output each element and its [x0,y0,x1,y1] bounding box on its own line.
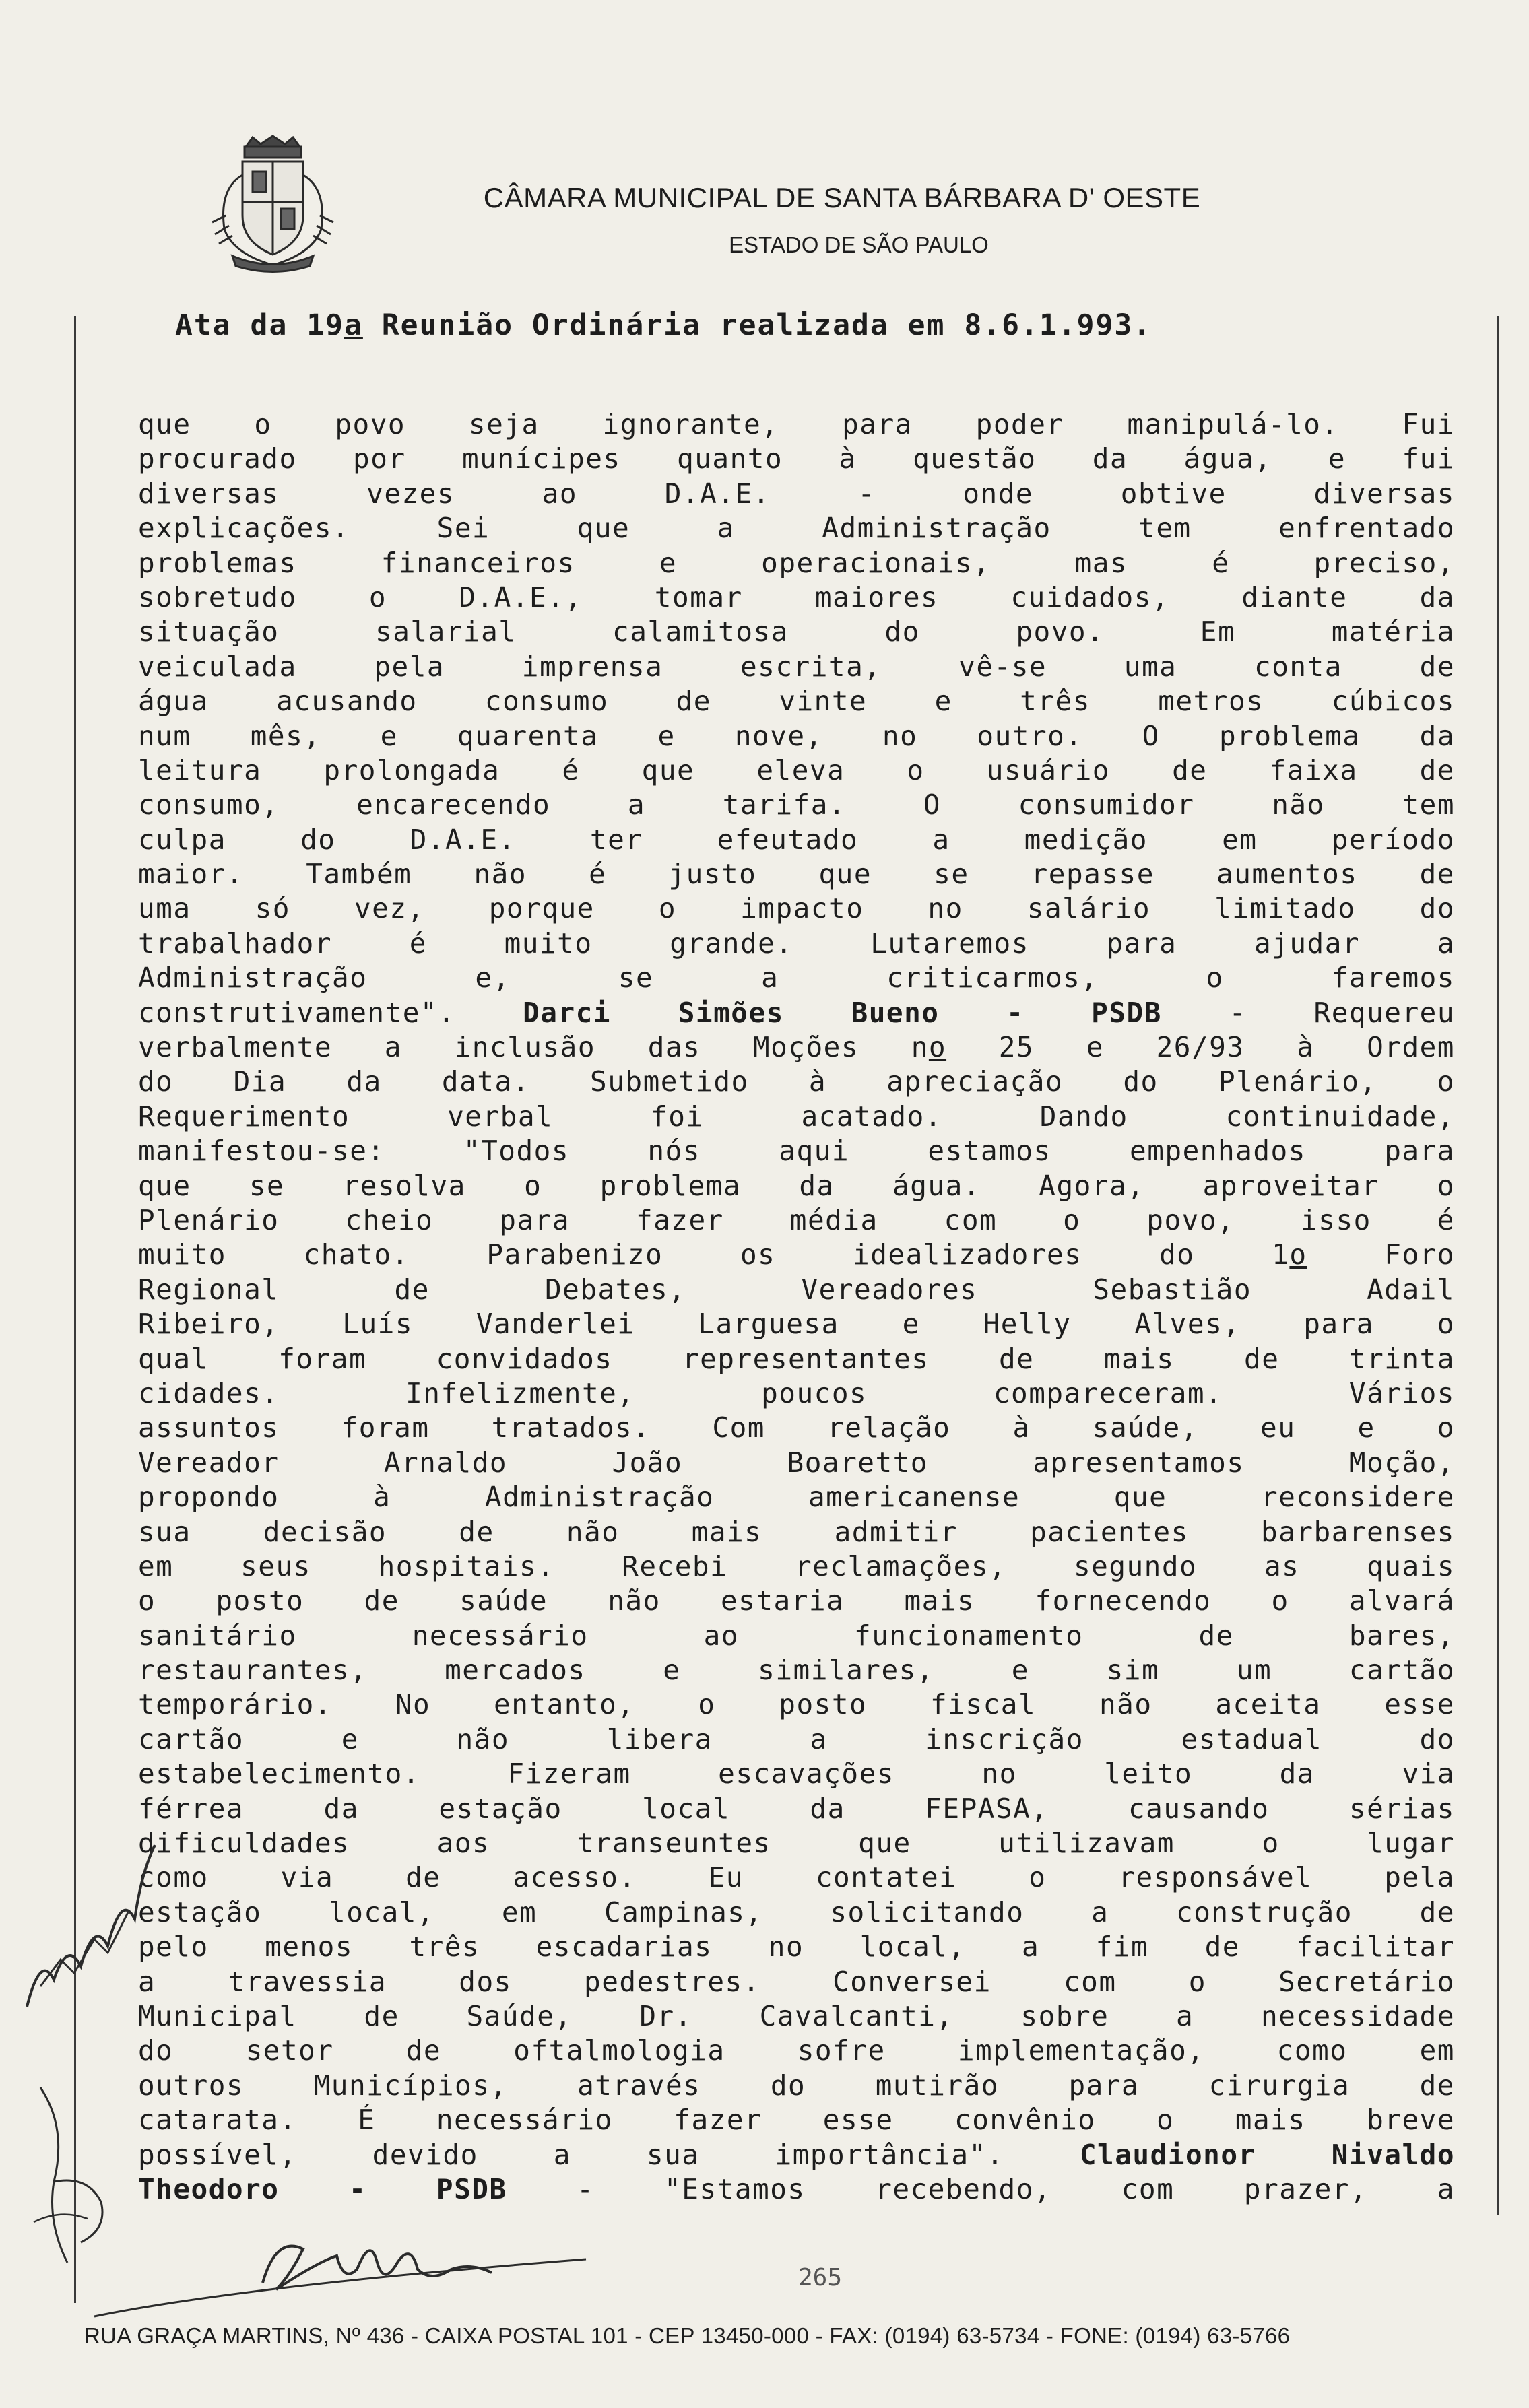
text-line: explicações. Sei que a Administração tem enfrentado [138,512,1455,545]
line-text: - Requereu [1161,996,1455,1029]
text-line: temporário. No entanto, o posto fiscal não aceita esse [138,1688,1455,1721]
text-line: estabelecimento. Fizeram escavações no leito da via [138,1758,1455,1791]
municipal-crest-icon [205,135,340,276]
text-line-speaker [138,996,1455,1030]
text-line: do Dia da data. Submetido à apreciação do Plenário, o [138,1065,1455,1098]
ordinal-mark: o [928,1031,947,1064]
speaker-name: Darci Simões Bueno - PSDB [523,996,1162,1029]
text-line-speaker [138,2172,1455,2207]
text-line-speaker [138,2138,1455,2172]
text-line: outros Municípios, através do mutirão para cirurgia de [138,2069,1455,2102]
document-title [175,308,1455,342]
line-text: 25 e 26/93 à Ordem [946,1031,1455,1064]
text-line: Plenário cheio para fazer média com o povo, isso é [138,1203,1455,1236]
text-line: em seus hospitais. Recebi reclamações, segundo as quais [138,1549,1455,1582]
text-line: como via de acesso. Eu contatei o responsável pela [138,1861,1455,1894]
handwritten-signature-left-upper [13,1818,175,2020]
line-text: construtivamente". [138,996,523,1029]
minutes-body [138,407,1455,2207]
line-text: Foro [1307,1238,1455,1271]
text-line: Municipal de Saúde, Dr. Cavalcanti, sobre a necessidade [138,1999,1455,2032]
ordinal-mark: o [1289,1238,1307,1271]
text-line: água acusando consumo de vinte e três metros cúbicos [138,685,1455,718]
text-line: que o povo seja ignorante, para poder manipulá-lo. Fui [138,408,1455,440]
text-line: Ribeiro, Luís Vanderlei Larguesa e Helly Alves, para o [138,1308,1455,1341]
text-line: manifestou-se: "Todos nós aqui estamos empenhados para [138,1135,1455,1168]
text-line [138,1238,1455,1272]
page-number: 265 [798,2264,843,2292]
line-text: muito chato. Parabenizo os idealizadores do 1 [138,1238,1290,1271]
text-line: uma só vez, porque o impacto no salário limitado do [138,892,1455,925]
text-line: sobretudo o D.A.E., tomar maiores cuidados, diante da [138,580,1455,613]
text-line: maior. Também não é justo que se repasse aumentos de [138,858,1455,891]
speaker-name: Claudionor Nivaldo [1079,2138,1455,2171]
text-line: procurado por munícipes quanto à questão da água, e fui [138,442,1455,475]
text-line: propondo à Administração americanense que reconsidere [138,1481,1455,1514]
text-line: estação local, em Campinas, solicitando a construção de [138,1896,1455,1929]
text-line: restaurantes, mercados e similares, e sim um cartão [138,1654,1455,1687]
text-line: pelo menos três escadarias no local, a fim de facilitar [138,1931,1455,1964]
line-text: possível, devido a sua importância". [138,2138,1080,2171]
text-line: culpa do D.A.E. ter efeutado a medição em período [138,823,1455,856]
text-line: assuntos foram tratados. Com relação à saúde, eu e o [138,1411,1455,1444]
text-line: diversas vezes ao D.A.E. - onde obtive diversas [138,477,1455,510]
right-margin-line [1497,316,1499,2215]
text-line: veiculada pela imprensa escrita, vê-se uma conta de [138,650,1455,683]
text-line: qual foram convidados representantes de mais de trinta [138,1342,1455,1375]
text-line [138,1030,1455,1065]
text-line: Vereador Arnaldo João Boaretto apresentamos Moção, [138,1446,1455,1479]
line-text: - "Estamos recebendo, com prazer, a [507,2172,1455,2205]
text-line: cartão e não libera a inscrição estadual do [138,1723,1455,1755]
text-line: o posto de saúde não estaria mais fornecendo o alvará [138,1584,1455,1617]
text-line: a travessia dos pedestres. Conversei com o Secretário [138,1965,1455,1998]
state-name: ESTADO DE SÃO PAULO [729,232,989,257]
text-line: sua decisão de não mais admitir pacientes barbarenses [138,1515,1455,1548]
text-line: cidades. Infelizmente, poucos compareceram. Vários [138,1376,1455,1409]
text-line: que se resolva o problema da água. Agora, aproveitar o [138,1169,1455,1202]
title-prefix: Ata da 19 [175,308,344,342]
text-line: num mês, e quarenta e nove, no outro. O problema da [138,719,1455,752]
text-line: Requerimento verbal foi acatado. Dando continuidade, [138,1100,1455,1133]
text-line: Regional de Debates, Vereadores Sebastião Adail [138,1273,1455,1306]
speaker-name: Theodoro - PSDB [138,2172,507,2205]
text-line: Administração e, se a criticarmos, o faremos [138,962,1455,995]
text-line: problemas financeiros e operacionais, mas é preciso, [138,546,1455,579]
handwritten-signature-bottom [74,2222,599,2323]
footer-address: RUA GRAÇA MARTINS, Nº 436 - CAIXA POSTAL 101 - CEP 13450-000 - FAX: (0194) 63-5734 - FONE: (0194) 63-5766 [84,2323,1291,2348]
line-text: verbalmente a inclusão das Moções n [138,1031,929,1064]
text-line: leitura prolongada é que eleva o usuário de faixa de [138,754,1455,787]
text-line: trabalhador é muito grande. Lutaremos para ajudar a [138,927,1455,960]
text-line: catarata. É necessário fazer esse convênio o mais breve [138,2104,1455,2137]
title-suffix: Reunião Ordinária realizada em 8.6.1.993. [362,308,1152,342]
title-ordinal: a [344,308,363,342]
text-line: dificuldades aos transeuntes que utilizavam o lugar [138,1827,1455,1860]
chamber-name: CÂMARA MUNICIPAL DE SANTA BÁRBARA D' OESTE [483,182,1201,213]
text-line: sanitário necessário ao funcionamento de bares, [138,1619,1455,1652]
text-line: do setor de oftalmologia sofre implementação, como em [138,2034,1455,2067]
text-line: situação salarial calamitosa do povo. Em matéria [138,615,1455,648]
text-line: férrea da estação local da FEPASA, causando sérias [138,1792,1455,1825]
text-line: consumo, encarecendo a tarifa. O consumidor não tem [138,789,1455,822]
